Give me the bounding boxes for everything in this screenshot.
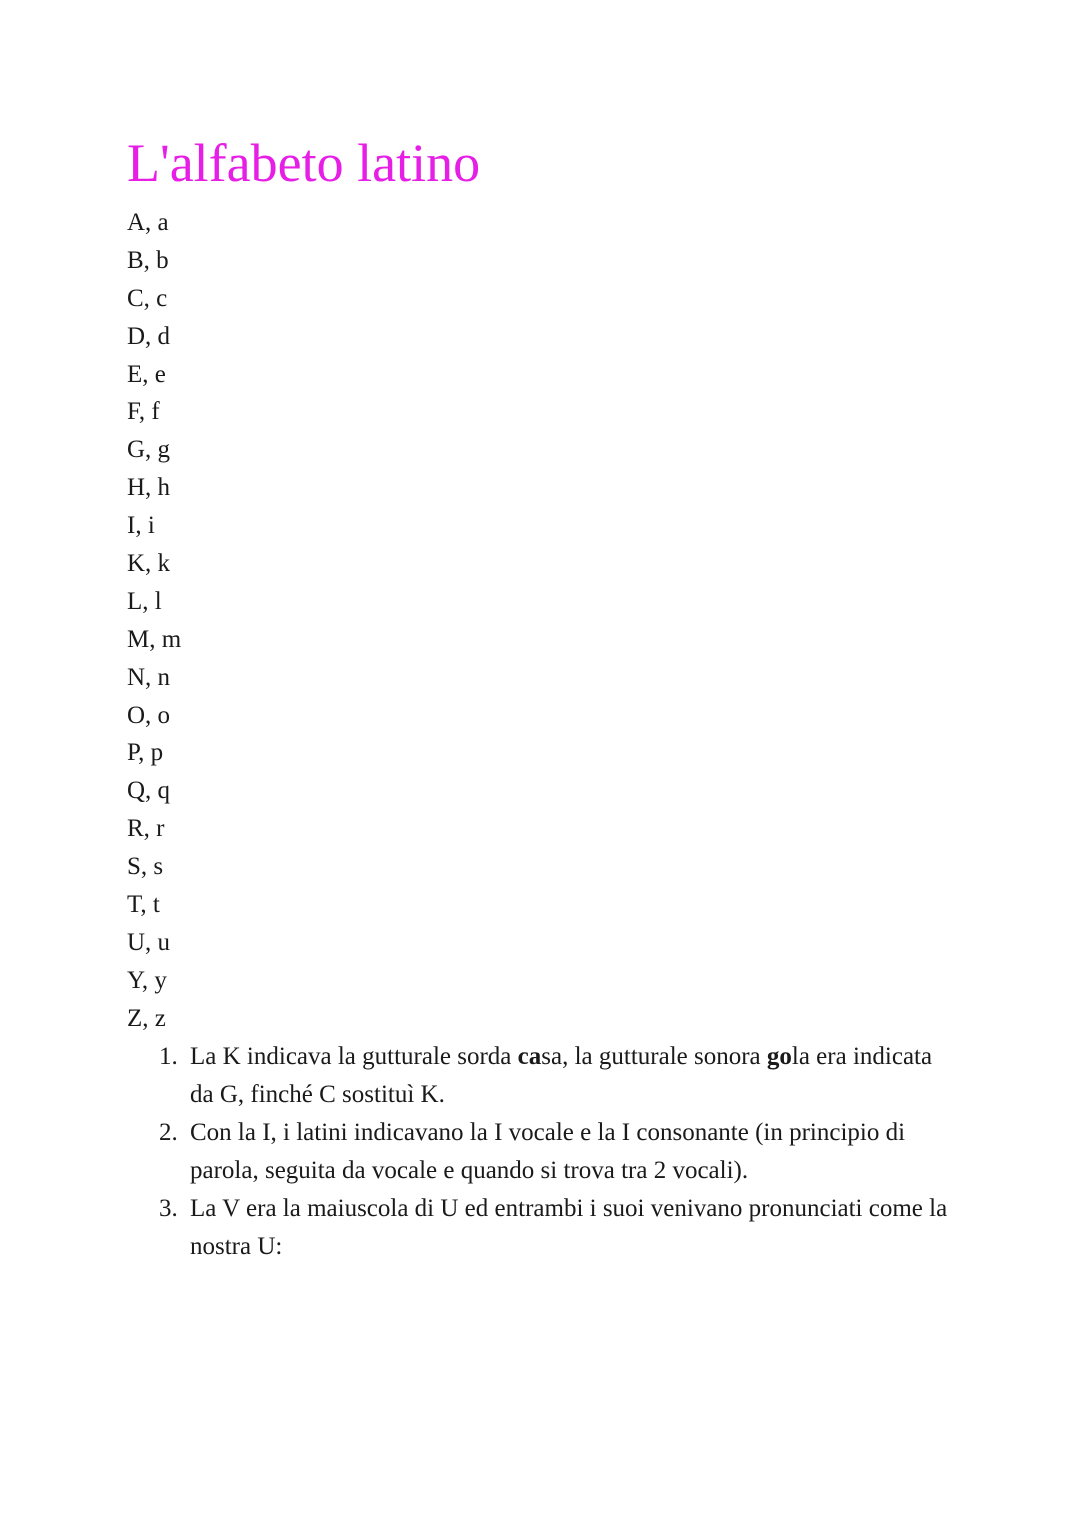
alphabet-letter: R, r	[127, 815, 165, 843]
alphabet-letter: T, t	[127, 891, 160, 919]
alphabet-letter: I, i	[127, 512, 155, 540]
note-number: 1.	[159, 1042, 178, 1070]
alphabet-letter: Y, y	[127, 966, 167, 994]
page-title: L'alfabeto latino	[127, 133, 481, 193]
alphabet-letter: Z, z	[127, 1004, 166, 1032]
note-number: 2.	[159, 1118, 178, 1146]
alphabet-letter: H, h	[127, 474, 171, 502]
alphabet-letter: B, b	[127, 246, 169, 274]
alphabet-letter: U, u	[127, 928, 171, 956]
alphabet-letter: F, f	[127, 398, 160, 426]
note-text: la era indicata da G, finché C sostituì K.	[190, 1042, 933, 1108]
alphabet-letter: A, a	[127, 209, 169, 236]
note-emphasis: go	[766, 1042, 792, 1070]
alphabet-letter: D, d	[127, 322, 171, 350]
note-item	[127, 1190, 957, 1266]
note-text: Con la I, i latini indicavano la I vocale e la I consonante (in principio di parola, seguita da vocale e quando si trova tra 2 vocali).	[190, 1118, 906, 1184]
note-item	[127, 1038, 957, 1114]
alphabet-letter: P, p	[127, 739, 164, 767]
document-page	[127, 132, 957, 1266]
note-emphasis: ca	[517, 1042, 542, 1070]
alphabet-letter: E, e	[127, 360, 166, 388]
note-text: La V era la maiuscola di U ed entrambi i suoi venivano pronunciati come la nostra U:	[190, 1194, 948, 1260]
alphabet-letter: G, g	[127, 436, 171, 464]
notes-list	[127, 1038, 957, 1266]
alphabet-letter: K, k	[127, 550, 171, 578]
alphabet-letter: L, l	[127, 587, 162, 615]
alphabet-letter: Q, q	[127, 777, 171, 805]
note-item	[127, 1114, 957, 1190]
alphabet-letter: O, o	[127, 701, 171, 729]
alphabet-letter: C, c	[127, 284, 168, 312]
note-text: sa, la gutturale sonora	[541, 1042, 767, 1070]
alphabet-letter: M, m	[127, 625, 182, 653]
alphabet-list	[127, 204, 957, 1038]
note-text: La K indicava la gutturale sorda	[190, 1042, 518, 1070]
note-number: 3.	[159, 1194, 178, 1222]
alphabet-letter: N, n	[127, 663, 171, 691]
alphabet-letter: S, s	[127, 853, 164, 881]
